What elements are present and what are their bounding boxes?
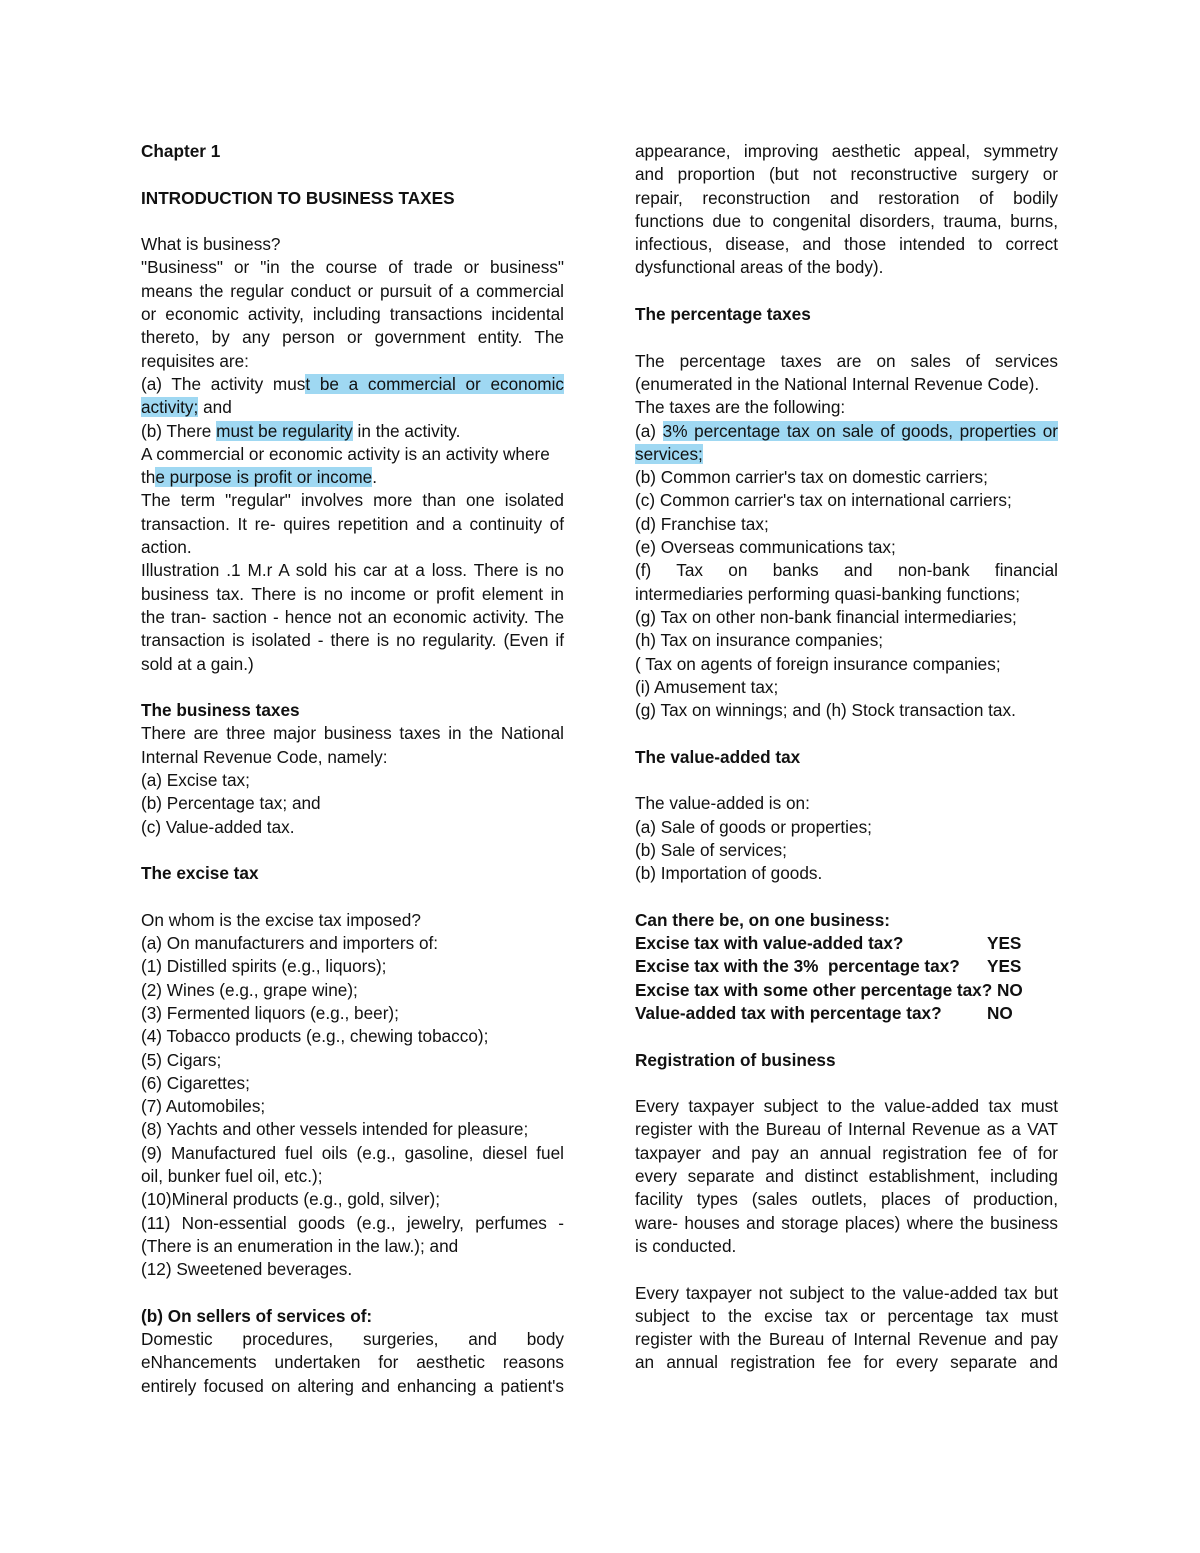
text-line: appearance, improving aesthetic appeal, symmetry [635, 141, 1058, 161]
can-rows [635, 932, 1058, 1025]
highlight-3pct: 3% percentage tax on sale of goods, properties or [662, 420, 1059, 441]
requisite-a-line2: activity; and [141, 397, 232, 418]
percentage-items [635, 466, 1058, 722]
commercial-definition-line2: the purpose is profit or income. [141, 467, 377, 488]
registration-heading: Registration of business [635, 1049, 836, 1070]
text-line: (i) Amusement tax; [635, 676, 779, 697]
text-line: (g) Tax on winnings; and (h) Stock transaction tax. [635, 700, 1016, 721]
percentage-item-a-line1: (a) 3% percentage tax on sale of goods, properties or [635, 420, 1059, 441]
highlight-services: services; [635, 443, 703, 464]
text-line: (c) Common carrier's tax on international carriers; [635, 490, 1012, 511]
text-line: (10)Mineral products (e.g., gold, silver); [141, 1189, 440, 1210]
text-line: register with the Bureau of Internal Revenue as a VAT [635, 1119, 1058, 1140]
vat-items [635, 792, 1058, 885]
text-line: transaction is isolated - there is no regularity. (Even if [141, 630, 564, 651]
text-line: the tran- saction - hence not an economic activity. The [141, 606, 564, 627]
text-line: (1) Distilled spirits (e.g., liquors); [141, 956, 387, 977]
percentage-item-a-line2 [635, 443, 1058, 466]
chapter-title: INTRODUCTION TO BUSINESS TAXES [141, 187, 455, 208]
text-line: means the regular conduct or pursuit of a commercial [141, 280, 564, 301]
text-line: and proportion (but not reconstructive surgery or [635, 164, 1058, 185]
chapter-label: Chapter 1 [141, 141, 221, 161]
text-line: (6) Cigarettes; [141, 1072, 250, 1093]
question-row [635, 1002, 1058, 1025]
text-line: action. [141, 537, 192, 558]
excise-question: On whom is the excise tax imposed? [141, 909, 421, 930]
can-heading: Can there be, on one business: [635, 909, 890, 930]
text-line: (5) Cigars; [141, 1049, 222, 1070]
text-line: (b) Percentage tax; and [141, 793, 321, 814]
text-line: Internal Revenue Code, namely: [141, 746, 388, 767]
text-line: business tax. There is no income or profit element in [141, 583, 564, 604]
text-line: (7) Automobiles; [141, 1096, 266, 1117]
text-line: (b) Importation of goods. [635, 863, 823, 884]
text-line: (There is an enumeration in the law.); and [141, 1235, 459, 1256]
highlight-activity: activity; [141, 397, 199, 418]
question-text: Excise tax with the 3% percentage tax? [635, 956, 960, 977]
text-line: (a) On manufacturers and importers of: [141, 933, 439, 954]
vat-heading: The value-added tax [635, 746, 801, 767]
excise-heading: The excise tax [141, 863, 259, 884]
text-line: entirely focused on altering and enhancing a patient's [141, 1375, 564, 1396]
left-column [141, 140, 564, 1398]
text-line: subject to the excise tax or percentage tax must [635, 1305, 1058, 1326]
answer-text: YES [987, 933, 1022, 954]
excise-items [141, 932, 564, 1281]
text-line: requisites are: [141, 350, 249, 371]
text-line: (h) Tax on insurance companies; [635, 630, 884, 651]
text-line: (b) Sale of services; [635, 839, 787, 860]
text-line: (enumerated in the National Internal Revenue Code). [635, 373, 1040, 394]
text-line: functions due to congenital disorders, trauma, burns, [635, 210, 1058, 231]
text-line: (4) Tobacco products (e.g., chewing tobacco); [141, 1026, 489, 1047]
highlight-profit: e purpose is profit or income [155, 467, 373, 488]
percentage-intro [635, 350, 1058, 420]
requisite-b: (b) There must be regularity in the activity. [141, 420, 461, 441]
right-column [635, 140, 1058, 1375]
text-line: Every taxpayer not subject to the value-added tax but [635, 1282, 1058, 1303]
text-line: facility types (sales outlets, places of production, [635, 1189, 1058, 1210]
text-line: intermediaries performing quasi-banking functions; [635, 583, 1021, 604]
text-line: every separate and distinct establishment, including [635, 1166, 1058, 1187]
text-line: (3) Fermented liquors (e.g., beer); [141, 1002, 399, 1023]
text-line: (c) Value-added tax. [141, 816, 295, 837]
text-line: (f) Tax on banks and non-bank financial [635, 560, 1058, 581]
text-line: (11) Non-essential goods (e.g., jewelry, perfumes - [141, 1212, 564, 1233]
text-line: (8) Yachts and other vessels intended for pleasure; [141, 1119, 529, 1140]
commercial-definition-line1: A commercial or economic activity is an activity where [141, 443, 550, 464]
text-line: is conducted. [635, 1235, 737, 1256]
question-text: Excise tax with value-added tax? [635, 933, 904, 954]
text-line: Domestic procedures, surgeries, and body [141, 1329, 564, 1350]
text-line: (12) Sweetened beverages. [141, 1259, 353, 1280]
text-line: (a) Excise tax; [141, 770, 250, 791]
text-line: (g) Tax on other non-bank financial intermediaries; [635, 606, 1017, 627]
text-line: ( Tax on agents of foreign insurance companies; [635, 653, 1001, 674]
text-line: Illustration .1 M.r A sold his car at a loss. There is no [141, 560, 564, 581]
text-line: The percentage taxes are on sales of services [635, 350, 1058, 371]
sellers-heading: (b) On sellers of services of: [141, 1305, 373, 1326]
highlight-regularity: must be regularity [216, 420, 353, 441]
text-line: transaction. It re- quires repetition and a continuity of [141, 513, 564, 534]
business-taxes-list [141, 722, 564, 838]
text-line: oil, bunker fuel oil, etc.); [141, 1166, 323, 1187]
text-line: (e) Overseas communications tax; [635, 537, 896, 558]
cosmetic-continuation [635, 140, 1058, 280]
text-line: ware- houses and storage places) where the business [635, 1212, 1058, 1233]
text-line: The value-added is on: [635, 793, 810, 814]
question-text: Value-added tax with percentage tax? [635, 1002, 942, 1023]
text-line: (2) Wines (e.g., grape wine); [141, 979, 358, 1000]
text-line: (9) Manufactured fuel oils (e.g., gasoline, diesel fuel [141, 1142, 564, 1163]
question-row [635, 979, 1058, 1002]
text-line: eNhancements undertaken for aesthetic reasons [141, 1352, 564, 1373]
question-text: Excise tax with some other percentage tax? NO [635, 979, 1023, 1000]
text-line: register with the Bureau of Internal Revenue and pay [635, 1329, 1058, 1350]
requisite-a-line1: (a) The activity must be a commercial or economic [141, 373, 564, 394]
text-line: an annual registration fee for every separate and [635, 1352, 1058, 1373]
sellers-paragraph [141, 1328, 564, 1398]
registration-paragraph-2 [635, 1282, 1058, 1375]
question-row [635, 955, 1058, 978]
text-line: (d) Franchise tax; [635, 513, 769, 534]
business-taxes-heading: The business taxes [141, 700, 300, 721]
highlight-commercial: t be a commercial or economic [305, 373, 564, 394]
text-line: The term "regular" involves more than one isolated [141, 490, 564, 511]
text-line: sold at a gain.) [141, 653, 254, 674]
text-line: taxpayer and pay an annual registration fee of for [635, 1142, 1058, 1163]
text-line: "Business" or "in the course of trade or business" [141, 257, 564, 278]
text-line: repair, reconstruction and restoration of bodily [635, 187, 1058, 208]
text-line: Every taxpayer subject to the value-added tax must [635, 1096, 1058, 1117]
text-line: infectious, disease, and those intended to correct [635, 234, 1058, 255]
text-line: The taxes are the following: [635, 397, 846, 418]
registration-paragraph-1 [635, 1095, 1058, 1258]
text-line: (a) Sale of goods or properties; [635, 816, 872, 837]
text-line: (b) Common carrier's tax on domestic carriers; [635, 467, 988, 488]
text-line: thereto, by any person or government entity. The [141, 327, 564, 348]
text-line: There are three major business taxes in the National [141, 723, 564, 744]
answer-text: YES [987, 956, 1022, 977]
question-row [635, 932, 1058, 955]
illustration-paragraph [141, 559, 564, 675]
answer-text: NO [987, 1002, 1013, 1023]
percentage-heading: The percentage taxes [635, 304, 811, 325]
question-business: What is business? [141, 234, 281, 255]
text-line: dysfunctional areas of the body). [635, 257, 884, 278]
text-line: or economic activity, including transactions incidental [141, 304, 564, 325]
business-definition [141, 256, 564, 372]
regular-definition [141, 489, 564, 559]
